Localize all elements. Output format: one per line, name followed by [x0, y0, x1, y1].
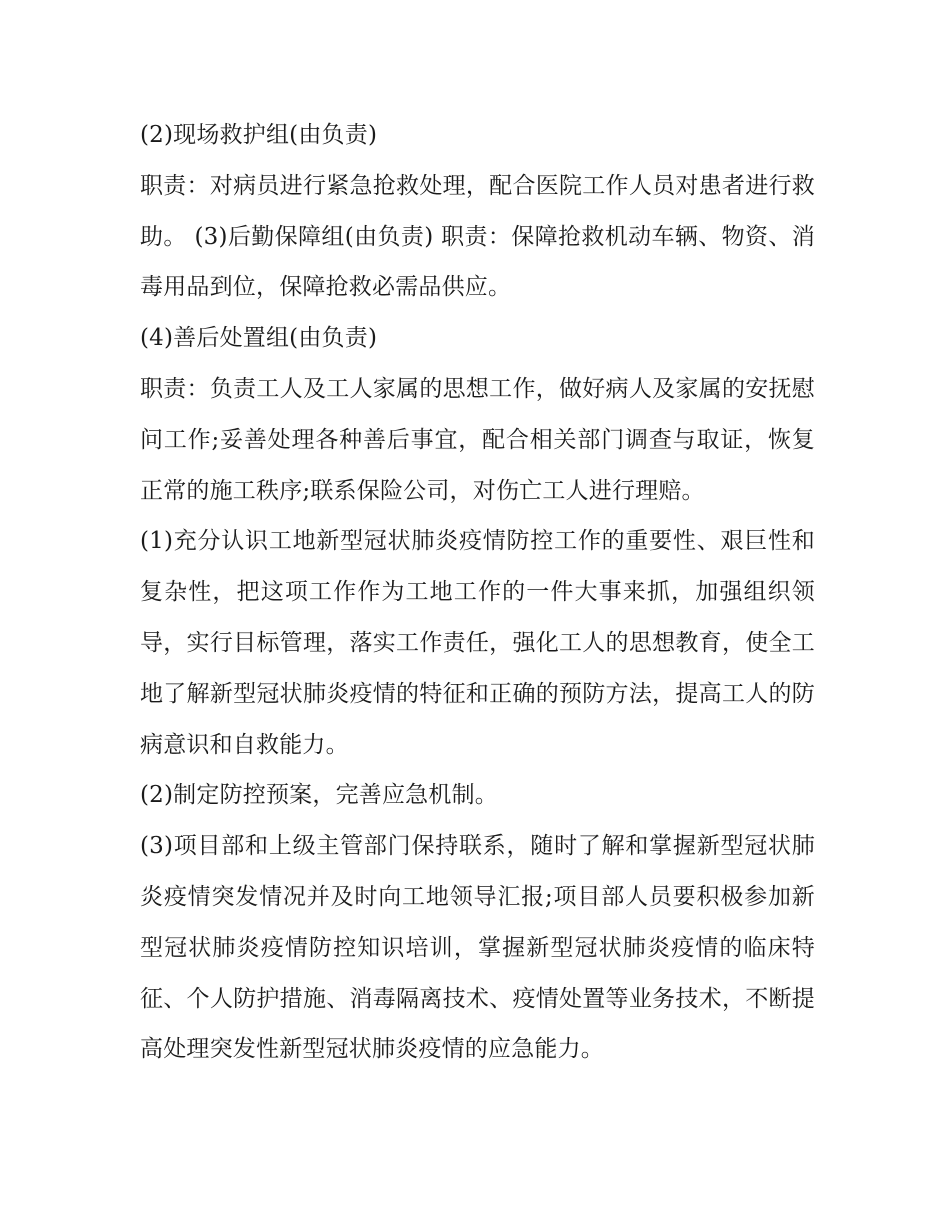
paragraph-liaison-training: (3)项目部和上级主管部门保持联系，随时了解和掌握新型冠状肺炎疫情突发情况并及时向工地领导汇报;项目部人员要积极参加新型冠状肺炎疫情防控知识培训，掌握新型冠状肺炎疫情的临床特征、个人防护措施、消毒隔离技术、疫情处置等业务技术，不断提高处理突发性新型冠状肺炎疫情的应急能力。 — [140, 833, 815, 1063]
paragraph-awareness: (1)充分认识工地新型冠状肺炎疫情防控工作的重要性、艰巨性和复杂性，把这项工作作为工地工作的一件大事来抓，加强组织领导，实行目标管理，落实工作责任，强化工人的思想教育，使全工地了解新型冠状肺炎疫情的特征和正确的预防方法，提高工人的防病意识和自救能力。 — [140, 528, 815, 758]
paragraph-rescue-duties: 职责：对病员进行紧急抢救处理，配合医院工作人员对患者进行救助。 (3)后勤保障组(由负责) 职责：保障抢救机动车辆、物资、消毒用品到位，保障抢救必需品供应。 — [140, 172, 815, 301]
paragraph-rescue-group-heading: (2)现场救护组(由负责) — [140, 122, 378, 148]
document-body — [140, 110, 815, 1075]
paragraph-contingency-plan: (2)制定防控预案，完善应急机制。 — [140, 782, 498, 809]
paragraph-aftermath-group-heading: (4)善后处置组(由负责) — [140, 325, 378, 352]
paragraph-aftermath-duties: 职责：负责工人及工人家属的思想工作，做好病人及家属的安抚慰问工作;妥善处理各种善后事宜，配合相关部门调查与取证，恢复正常的施工秩序;联系保险公司，对伤亡工人进行理赔。 — [140, 375, 815, 504]
